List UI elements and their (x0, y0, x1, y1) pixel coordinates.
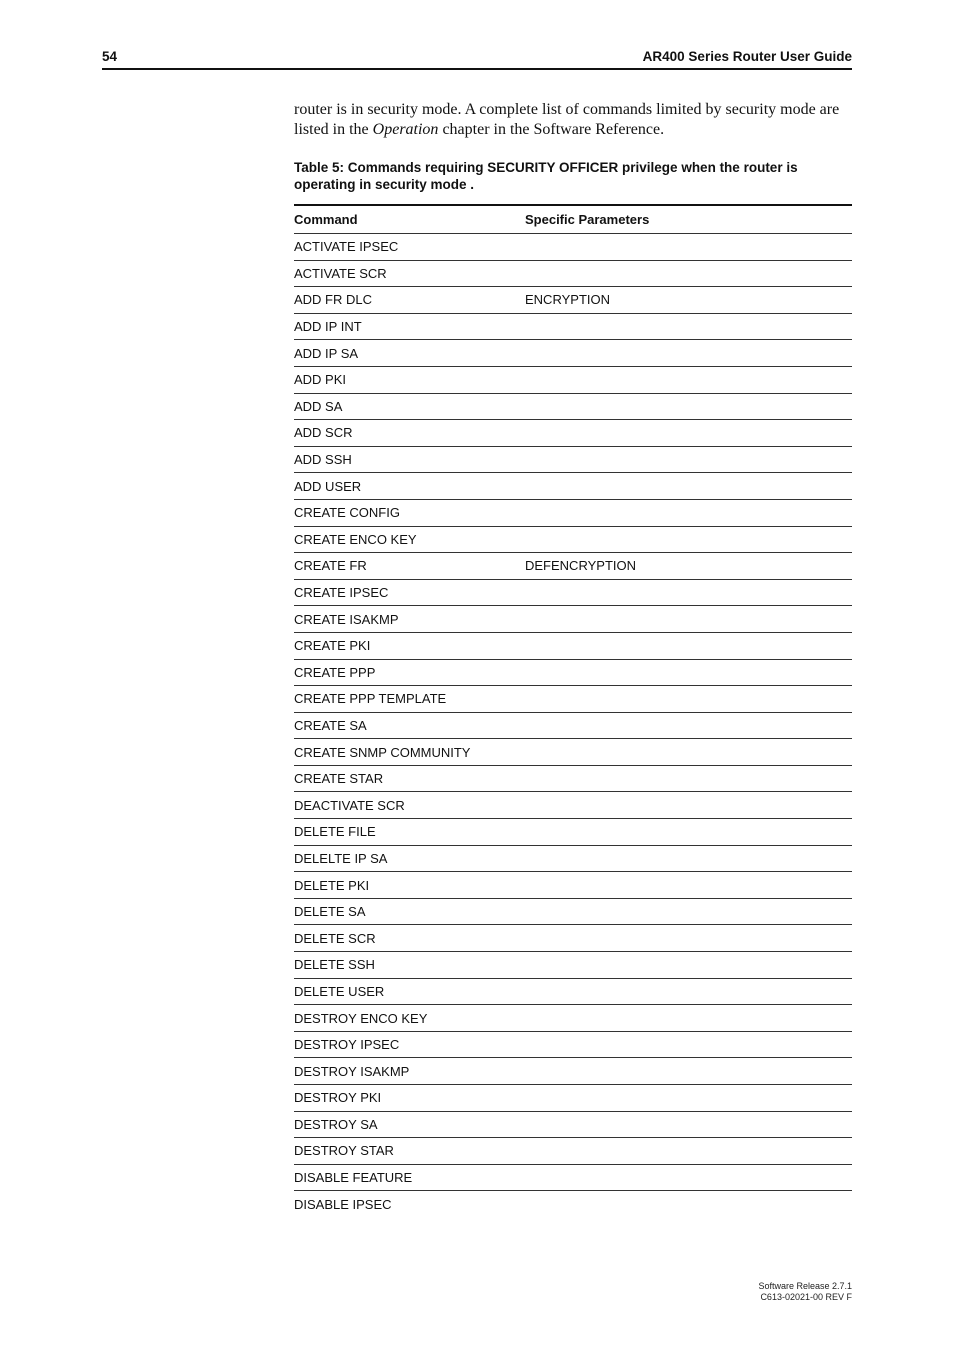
command-cell: DESTROY PKI (294, 1085, 525, 1112)
software-release: Software Release 2.7.1 (758, 1281, 852, 1291)
table-row (294, 393, 852, 420)
document-title: AR400 Series Router User Guide (642, 49, 852, 64)
command-cell: CREATE STAR (294, 765, 525, 792)
command-cell: ADD SA (294, 393, 525, 420)
table-row (294, 1058, 852, 1085)
table-row (294, 686, 852, 713)
table-row (294, 499, 852, 526)
intro-text-1: router is in security mode. A complete list of commands limited by security mode are listed in the (294, 101, 840, 138)
command-cell: DELELTE IP SA (294, 845, 525, 872)
command-cell: DESTROY STAR (294, 1138, 525, 1165)
parameter-cell: DEFENCRYPTION (525, 553, 852, 580)
column-header-parameters: Specific Parameters (525, 205, 852, 234)
parameter-cell (525, 473, 852, 500)
intro-paragraph (294, 100, 854, 139)
command-cell: ACTIVATE IPSEC (294, 234, 525, 261)
command-cell: DELETE SSH (294, 952, 525, 979)
parameter-cell (525, 393, 852, 420)
table-row (294, 1031, 852, 1058)
parameter-cell (525, 499, 852, 526)
table-row (294, 579, 852, 606)
table-body (294, 234, 852, 1217)
command-cell: ADD PKI (294, 366, 525, 393)
command-cell: DISABLE IPSEC (294, 1196, 392, 1212)
command-cell: CREATE SNMP COMMUNITY (294, 739, 525, 766)
command-cell: DESTROY SA (294, 1111, 525, 1138)
parameter-cell (525, 739, 852, 766)
table-row (294, 1164, 852, 1191)
parameter-cell (525, 234, 852, 261)
parameter-cell (525, 340, 852, 367)
command-cell: DELETE SA (294, 898, 525, 925)
table-row (294, 1191, 852, 1217)
parameter-cell (525, 765, 852, 792)
table-row (294, 366, 852, 393)
parameter-cell (525, 1031, 852, 1058)
table-row (294, 712, 852, 739)
command-cell: DESTROY ENCO KEY (294, 1005, 525, 1032)
parameter-cell (525, 952, 852, 979)
parameter-cell (525, 819, 852, 846)
parameter-cell (525, 420, 852, 447)
command-cell: CREATE PPP (294, 659, 525, 686)
intro-italic-reference: Operation (372, 120, 439, 138)
parameter-cell (525, 632, 852, 659)
commands-table (294, 204, 852, 1217)
command-cell: ADD SSH (294, 446, 525, 473)
parameter-cell (525, 1005, 852, 1032)
command-cell: CREATE ENCO KEY (294, 526, 525, 553)
table-row (294, 260, 852, 287)
parameter-cell (525, 606, 852, 633)
command-cell: CREATE PPP TEMPLATE (294, 686, 525, 713)
command-cell: CREATE PKI (294, 632, 525, 659)
command-cell: DISABLE FEATURE (294, 1164, 525, 1191)
table-row (294, 1111, 852, 1138)
parameter-cell (525, 446, 852, 473)
parameter-cell (525, 712, 852, 739)
page-header (102, 48, 852, 70)
parameter-cell (525, 1058, 852, 1085)
table-row (294, 313, 852, 340)
command-cell: DELETE PKI (294, 872, 525, 899)
table-row (294, 872, 852, 899)
command-cell: ADD IP INT (294, 313, 525, 340)
parameter-cell (525, 872, 852, 899)
table-row (294, 606, 852, 633)
command-cell: ADD USER (294, 473, 525, 500)
parameter-cell (525, 1111, 852, 1138)
table-row (294, 526, 852, 553)
table-row (294, 925, 852, 952)
table-row (294, 287, 852, 314)
table-row (294, 234, 852, 261)
parameter-cell (525, 1164, 852, 1191)
command-cell: ADD SCR (294, 420, 525, 447)
command-cell: CREATE SA (294, 712, 525, 739)
command-cell: ADD IP SA (294, 340, 525, 367)
table-row (294, 1005, 852, 1032)
table-row (294, 819, 852, 846)
parameter-cell (525, 579, 852, 606)
command-cell: DELETE USER (294, 978, 525, 1005)
parameter-cell (525, 526, 852, 553)
parameter-cell (525, 845, 852, 872)
page-footer (758, 1281, 852, 1303)
table-row (294, 553, 852, 580)
page-number: 54 (102, 49, 118, 64)
table-row (294, 340, 852, 367)
intro-text-2: chapter in the Software Reference. (438, 120, 665, 138)
table-row (294, 898, 852, 925)
table-header-row (294, 205, 852, 234)
command-cell: DESTROY ISAKMP (294, 1058, 525, 1085)
table-row (294, 659, 852, 686)
parameter-cell: ENCRYPTION (525, 287, 852, 314)
table-row (294, 952, 852, 979)
parameter-cell (525, 366, 852, 393)
command-cell: CREATE FR (294, 553, 525, 580)
table-row (294, 473, 852, 500)
parameter-cell (525, 313, 852, 340)
parameter-cell (525, 686, 852, 713)
command-cell: CREATE CONFIG (294, 499, 525, 526)
parameter-cell (525, 792, 852, 819)
parameter-cell (525, 1085, 852, 1112)
table-row (294, 845, 852, 872)
command-cell: CREATE IPSEC (294, 579, 525, 606)
parameter-cell (525, 925, 852, 952)
table-caption: Table 5: Commands requiring SECURITY OFFICER privilege when the router is operating in security mode . (294, 160, 798, 192)
column-header-command: Command (294, 205, 525, 234)
document-number: C613-02021-00 REV F (760, 1292, 852, 1302)
table-row (294, 632, 852, 659)
parameter-cell (525, 978, 852, 1005)
table-row (294, 1138, 852, 1165)
parameter-cell (525, 260, 852, 287)
command-cell: ADD FR DLC (294, 287, 525, 314)
parameter-cell (525, 1191, 852, 1217)
table-row (294, 739, 852, 766)
parameter-cell (525, 659, 852, 686)
table-row (294, 446, 852, 473)
command-cell: DELETE FILE (294, 819, 525, 846)
command-cell: DESTROY IPSEC (294, 1031, 525, 1058)
command-cell: ACTIVATE SCR (294, 260, 525, 287)
command-cell: DELETE SCR (294, 925, 525, 952)
table-row (294, 765, 852, 792)
command-cell: CREATE ISAKMP (294, 606, 525, 633)
table-row (294, 420, 852, 447)
table-row (294, 978, 852, 1005)
parameter-cell (525, 898, 852, 925)
command-cell: DEACTIVATE SCR (294, 792, 525, 819)
table-row (294, 792, 852, 819)
table-row (294, 1085, 852, 1112)
parameter-cell (525, 1138, 852, 1165)
